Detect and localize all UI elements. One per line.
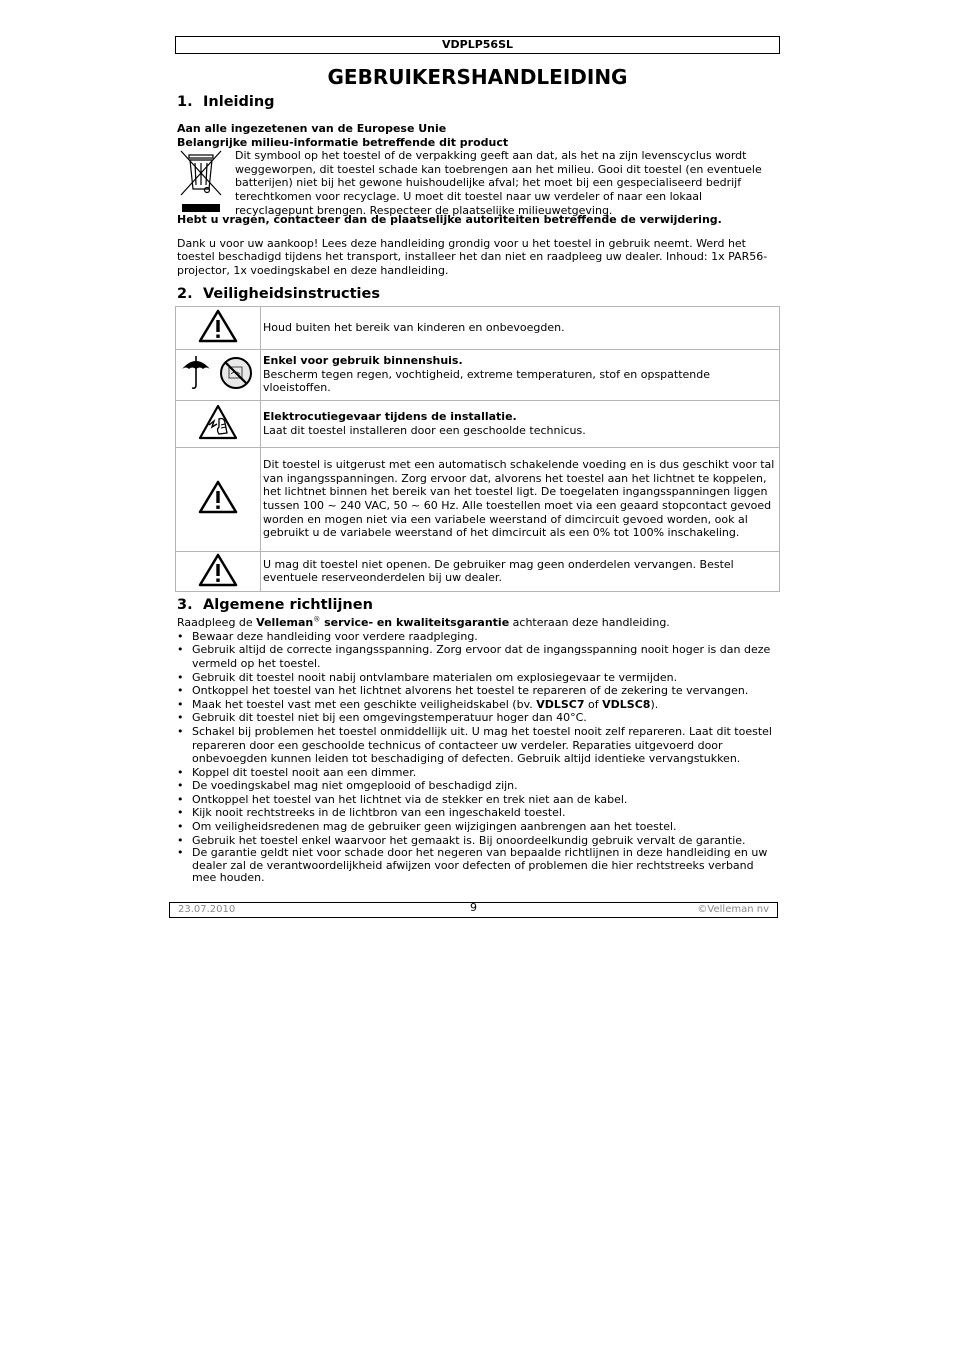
section-number: 2. (177, 285, 193, 302)
instruction-cell (261, 349, 780, 400)
section-title: Inleiding (203, 94, 275, 110)
instruction-bold: Enkel voor gebruik binnenshuis. (263, 354, 463, 368)
cable-model: VDLSC8 (602, 697, 651, 711)
table-row (176, 349, 780, 400)
icon-cell (176, 306, 261, 349)
list-item: • Kijk nooit rechtstreeks in de lichtbron van een ingeschakeld toestel. (175, 806, 780, 820)
table-row (176, 447, 780, 551)
safety-table (175, 306, 780, 593)
icon-cell (176, 551, 261, 592)
instruction-cell (261, 447, 780, 551)
page-footer (169, 902, 778, 918)
electrocution-warning-icon (197, 403, 239, 441)
intro-text: achteraan deze handleiding. (509, 616, 670, 630)
list-item: • De voedingskabel mag niet omgeplooid of beschadigd zijn. (175, 779, 780, 793)
instruction-text: Laat dit toestel installeren door een geschoolde technicus. (263, 423, 586, 437)
umbrella-icon (182, 356, 210, 388)
list-item: • Gebruik dit toestel nooit nabij ontvlambare materialen om explosiegevaar te vermijden. (175, 671, 780, 685)
page-number: 9 (470, 901, 477, 914)
list-item: • Gebruik het toestel enkel waarvoor het gemaakt is. Bij onoordeelkundig gebruik vervalt de garantie. (175, 834, 780, 848)
list-item: • Ontkoppel het toestel van het lichtnet alvorens het toestel te repareren of de zekering te vervangen. (175, 684, 780, 698)
list-item: • Om veiligheidsredenen mag de gebruiker geen wijzigingen aanbrengen aan het toestel. (175, 820, 780, 834)
warning-triangle-icon (197, 552, 239, 588)
icon-cell (176, 447, 261, 551)
model-header: VDPLP56SL (175, 36, 780, 54)
warning-triangle-icon (197, 308, 239, 344)
table-row (176, 306, 780, 349)
warranty-name: service- en kwaliteitsgarantie (320, 616, 510, 630)
list-item: • Schakel bij problemen het toestel onmiddellijk uit. U mag het toestel nooit zelf repareren. Laat dit toestel repareren door een geschoolde technicus of contacteer uw verdeler. Reparaties uitgevoerd door onbevoegden kunnen leiden tot beschadiging of defecten. Gebruik altijd identieke vervangstukken. (175, 725, 780, 766)
warning-triangle-icon (197, 479, 239, 515)
instruction-text: Houd buiten het bereik van kinderen en onbevoegden. (263, 320, 565, 334)
instruction-text: Bescherm tegen regen, vochtigheid, extreme temperaturen, stof en opspattende vloeistoffen. (263, 367, 711, 395)
manual-page (175, 36, 780, 885)
page-title: GEBRUIKERSHANDLEIDING (327, 65, 628, 89)
section-title: Veiligheidsinstructies (203, 285, 380, 302)
instruction-cell (261, 306, 780, 349)
icon-cell (176, 349, 261, 400)
registered-mark: ® (313, 615, 321, 624)
list-item: • Bewaar deze handleiding voor verdere raadpleging. (175, 630, 780, 644)
weee-text: Dit symbool op het toestel of de verpakking geeft aan dat, als het na zijn levenscyclus wordt weggeworpen, dit toestel schade kan toebrengen aan het milieu. Gooi dit toestel (en eventuele batterijen) niet bij het gewone huishoudelijke afval; het moet bij een gespecialiseerd bedrijf terechtkomen voor recyclage. U moet dit toestel naar uw verdeler of naar een lokaal recyclagepunt brengen. Respecteer de plaatselijke milieuwetgeving. (235, 149, 762, 217)
section-number: 1. (177, 94, 193, 110)
list-item: • De garantie geldt niet voor schade door het negeren van bepaalde richtlijnen in deze handleiding en uw dealer zal de verantwoordelijkheid afwijzen voor defecten of problemen die hier rechtstreeks verband mee houden. (175, 847, 780, 885)
section-2-heading (175, 286, 780, 302)
contact-notice: Hebt u vragen, contacteer dan de plaatselijke autoriteiten betreffende de verwijdering. (177, 213, 722, 227)
icon-cell (176, 400, 261, 447)
thanks-paragraph: Dank u voor uw aankoop! Lees deze handleiding grondig voor u het toestel in gebruik neemt. Werd het toestel beschadigd tijdens het transport, installeer het dan niet en raadpleeg uw dealer. Inhoud: 1x PAR56-projector, 1x voedingskabel en deze handleiding. (177, 236, 768, 277)
footer-copyright: ©Velleman nv (697, 904, 769, 915)
intro-text: Raadpleeg de (177, 616, 257, 630)
list-item (175, 698, 780, 712)
table-row (176, 551, 780, 592)
cable-text: Maak het toestel vast met een geschikte veiligheidskabel (bv. (192, 697, 537, 711)
eu-heading: Aan alle ingezetenen van de Europese Unie (177, 122, 447, 135)
instruction-text: Dit toestel is uitgerust met een automatisch schakelende voeding en is dus geschikt voor tal van ingangsspanningen. Zorg ervoor dat, alvorens het toestel aan het lichtnet te koppelen, het lichtnet binnen het bereik van het toestel ligt. De toegelaten ingangsspanningen liggen tussen 100 ~ 240 VAC, 50 ~ 60 Hz. Alle toestellen moet via een geaard stopcontact gevoed worden en mogen niet via een variabele weerstand of dimcircuit gevoed worden, ook al gebruikt u de variabele weerstand of het dimcircuit als een 0% tot 100% inschakeling. (263, 458, 775, 540)
instruction-bold: Elektrocutiegevaar tijdens de installatie. (263, 409, 517, 423)
no-liquid-icon (221, 358, 251, 388)
list-item: • Koppel dit toestel nooit aan een dimmer. (175, 766, 780, 780)
warranty-reference (175, 616, 780, 630)
list-item: • Gebruik altijd de correcte ingangsspanning. Zorg ervoor dat de ingangsspanning nooit hoger is dan deze vermeld op het toestel. (175, 643, 780, 670)
section-title: Algemene richtlijnen (203, 597, 373, 614)
guidelines-list (175, 630, 780, 885)
weee-block (175, 149, 780, 219)
cable-text: ). (650, 697, 659, 711)
instruction-cell (261, 551, 780, 592)
cable-model: VDLSC7 (536, 697, 585, 711)
brand-name: Velleman (256, 616, 314, 630)
section-number: 3. (177, 597, 193, 614)
footer-date: 23.07.2010 (178, 904, 236, 915)
environment-heading: Belangrijke milieu-informatie betreffende dit product (177, 135, 509, 149)
crossed-bin-icon (175, 149, 235, 219)
cable-text: of (584, 697, 603, 711)
table-row (176, 400, 780, 447)
section-1-heading (175, 94, 780, 110)
instruction-cell (261, 400, 780, 447)
instruction-text: U mag dit toestel niet openen. De gebruiker mag geen onderdelen vervangen. Bestel eventuele reserveonderdelen bij uw dealer. (263, 557, 734, 585)
section-3-heading (175, 597, 780, 613)
list-item: • Gebruik dit toestel niet bij een omgevingstemperatuur hoger dan 40°C. (175, 711, 780, 725)
list-item: • Ontkoppel het toestel van het lichtnet via de stekker en trek niet aan de kabel. (175, 793, 780, 807)
